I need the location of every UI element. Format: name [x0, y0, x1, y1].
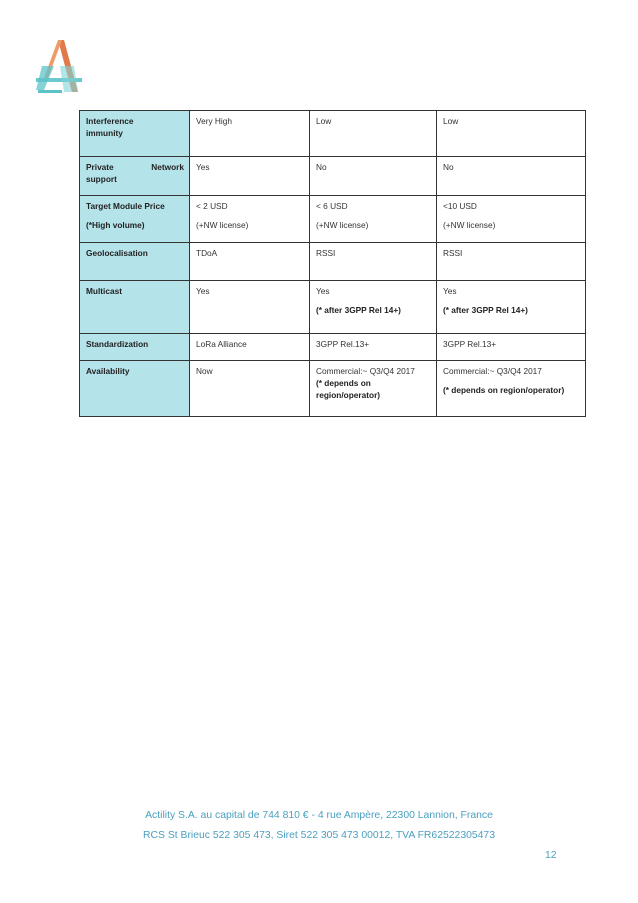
table-row-availability [80, 361, 586, 417]
company-logo [34, 38, 84, 94]
table-cell: 3GPP Rel.13+ [437, 334, 586, 361]
table-cell: <10 USD (+NW license) [437, 196, 586, 243]
table-row-geolocalisation [80, 243, 586, 281]
row-label: Geolocalisation [80, 243, 190, 281]
table-cell: Yes (* after 3GPP Rel 14+) [310, 281, 437, 334]
row-label: Private Network support [80, 157, 190, 196]
footer-company-line: Actility S.A. au capital de 744 810 € - 4 rue Ampère, 22300 Lannion, France [145, 810, 493, 821]
table-cell: Commercial:~ Q3/Q4 2017 (* depends on region/operator) [310, 361, 437, 417]
footer-registration-line: RCS St Brieuc 522 305 473, Siret 522 305 473 00012, TVA FR62522305473 [143, 830, 495, 841]
table-cell: < 6 USD (+NW license) [310, 196, 437, 243]
table-cell: Yes [190, 281, 310, 334]
table-row-module-price [80, 196, 586, 243]
row-label: Target Module Price (*High volume) [80, 196, 190, 243]
table-cell: Yes [190, 157, 310, 196]
table-row-interference [80, 111, 586, 157]
table-cell: No [437, 157, 586, 196]
table-cell: TDoA [190, 243, 310, 281]
comparison-table [79, 110, 586, 417]
row-label: Interference immunity [80, 111, 190, 157]
row-label: Multicast [80, 281, 190, 334]
table-cell: RSSI [437, 243, 586, 281]
table-cell: 3GPP Rel.13+ [310, 334, 437, 361]
table-cell: Commercial:~ Q3/Q4 2017 (* depends on region/operator) [437, 361, 586, 417]
table-row-private-network [80, 157, 586, 196]
row-label: Standardization [80, 334, 190, 361]
row-label: Availability [80, 361, 190, 417]
table-cell: Now [190, 361, 310, 417]
table-cell: Low [310, 111, 437, 157]
table-cell: LoRa Alliance [190, 334, 310, 361]
table-cell: RSSI [310, 243, 437, 281]
table-row-multicast [80, 281, 586, 334]
table-cell: < 2 USD (+NW license) [190, 196, 310, 243]
table-cell: No [310, 157, 437, 196]
page-number: 12 [545, 850, 557, 861]
table-cell: Very High [190, 111, 310, 157]
table-cell: Low [437, 111, 586, 157]
table-cell: Yes (* after 3GPP Rel 14+) [437, 281, 586, 334]
table-row-standardization [80, 334, 586, 361]
